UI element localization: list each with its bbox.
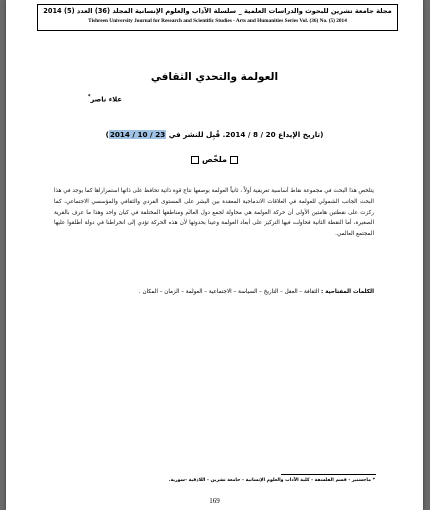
keywords-label: الكلمات المفتاحية :: [320, 289, 374, 295]
square-bullet-icon: [191, 156, 199, 164]
page-number: 169: [209, 497, 220, 505]
dates-suffix: ): [105, 130, 109, 139]
author-name: [88, 94, 122, 103]
abstract-heading-text: ملخّص: [202, 155, 227, 164]
author-name-text: علاء ناصر: [90, 95, 122, 104]
publication-date-highlight[interactable]: 23 / 10 / 2014: [109, 130, 166, 139]
article-title: العولمة والتحدي الثقافي: [150, 71, 279, 83]
keywords-line: [54, 287, 374, 297]
abstract-heading: [6, 155, 423, 164]
keywords-list: الثقافة – العقل – التاريخ – السياسة – الاجتماعية – العولمة – الزمان – المكان .: [138, 289, 320, 295]
journal-header-english: Tishreen University Journal for Research and Scientific Studies - Arts and Humanities Series Vol. (36) No. (5) 2014: [88, 18, 347, 24]
author-footnote-mark: *: [87, 94, 91, 100]
square-bullet-icon: [230, 156, 238, 164]
submission-dates: [6, 130, 423, 139]
document-page: [6, 0, 423, 510]
dates-prefix: (تاريخ الإيداع 20 / 8 / 2014. قُبِل للنشر في: [166, 130, 324, 139]
author-footnote: * ماجستير - قسم الفلسفة - كلية الآداب والعلوم الإنسانية - جامعة تشرين - اللاذقية -سورية.: [168, 478, 375, 483]
footnote-divider: [281, 474, 376, 475]
abstract-body: يتلخص هذا البحث في مجموعة نقاط أساسية تعريفية أولاً ، ثانياً العولمة بوصفها نتاج قوة ذاتية تحافظ على ذاتها استمراراها كما يوجد في هذا البحث الجانب الشمولي للعولمة في العلاقات الاندماجية المعقدة بين البشر على المستوى الفردي والثقافي والمؤسسي الاجتماعي، كما ركزت على نقطتين هامتين الأولى أن حركة العولمة هي محاولة لجمع دول العالم ومناطقها المختلفة في كيان واحد وهذا ما عرف بالقرية الصغيرة، أما النقطة الثانية فحاولت فيها التركيز على أبعاد العولمة وعينا بحدوثها لأن هذه الحركة تؤدي إلى انخراطنا في دولة أطلقوا عليها المجتمع العالمي.: [54, 188, 374, 238]
journal-header: [37, 4, 398, 31]
journal-header-arabic: مجلة جامعة تشرين للبحوث والدراسات العلمية _ سلسلة الآداب والعلوم الإنسانية المجلد (36) العدد (5) 2014: [43, 7, 392, 15]
